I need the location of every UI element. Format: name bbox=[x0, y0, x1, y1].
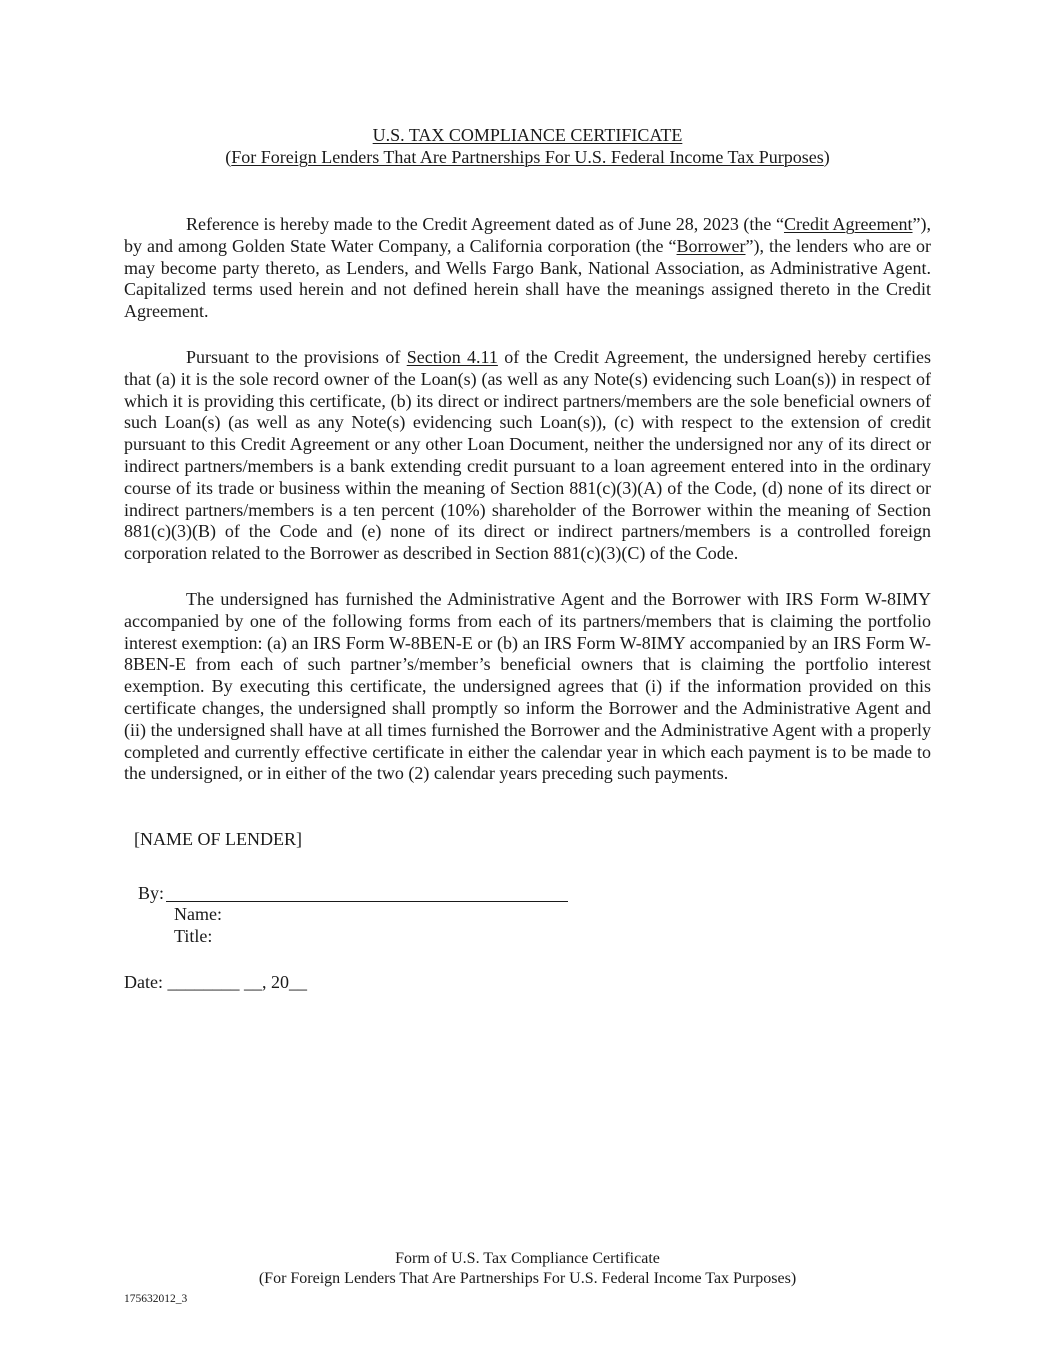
by-label: By: bbox=[138, 883, 165, 903]
section-reference: Section 4.11 bbox=[406, 347, 498, 367]
certification-paragraph: Pursuant to the provisions of Section 4.11 of the Credit Agreement, the undersigned hereby certifies that (a) it is the sole record owner of the Loan(s) (as well as any Note(s) evidencing such Loan(s)) in respect of which it is providing this certificate, (b) its direct or indirect partners/members are the sole beneficial owners of such Loan(s) (as well as any Note(s) evidencing such Loan(s)), (c) with respect to the extension of credit pursuant to this Credit Agreement or any other Loan Document, neither the undersigned nor any of its direct or indirect partners/members is a bank extending credit pursuant to a loan agreement entered into in the ordinary course of its trade or business within the meaning of Section 881(c)(3)(A) of the Code, (d) none of its direct or indirect partners/members is a ten percent (10%) shareholder of the Borrower within the meaning of Section 881(c)(3)(B) of the Code and (e) none of its direct or indirect partners/members is a controlled foreign corporation related to the Borrower as described in Section 881(c)(3)(C) of the Code. bbox=[124, 347, 931, 564]
document-subtitle: (For Foreign Lenders That Are Partnerships For U.S. Federal Income Tax Purposes) bbox=[225, 147, 830, 167]
footer-line-2: (For Foreign Lenders That Are Partnerships For U.S. Federal Income Tax Purposes) bbox=[258, 1270, 797, 1287]
forms-paragraph: The undersigned has furnished the Administrative Agent and the Borrower with IRS Form W-8IMY accompanied by one of the following forms from each of its partners/members that is claiming the portfolio interest exemption: (a) an IRS Form W-8BEN-E or (b) an IRS Form W-8IMY accompanied by an IRS Form W-8BEN-E from each of such partner’s/member’s beneficial owners that is claiming the portfolio interest exemption. By executing this certificate, the undersigned agrees that (i) if the information provided on this certificate changes, the undersigned shall promptly so inform the Borrower and the Administrative Agent and (ii) the undersigned shall have at all times furnished the Borrower and the Administrative Agent with a properly completed and currently effective certificate in either the calendar year in which each payment is to be made to the undersigned, or in either of the two (2) calendar years preceding such payments. bbox=[124, 589, 931, 784]
reference-paragraph: Reference is hereby made to the Credit Agreement dated as of June 28, 2023 (the “Credit Agreement”), by and among Golden State Water Company, a California corporation (the “Borrower”), the lenders who are or may become party thereto, as Lenders, and Wells Fargo Bank, National Association, as Administrative Agent. Capitalized terms used herein and not defined herein shall have the meanings assigned thereto in the Credit Agreement. bbox=[124, 214, 931, 322]
borrower-term: Borrower bbox=[676, 235, 746, 256]
date-line: Date: ________ __, 20__ bbox=[124, 972, 307, 992]
document-header bbox=[124, 124, 931, 168]
page-footer bbox=[124, 1249, 931, 1289]
name-label: Name: bbox=[174, 904, 222, 924]
title-label: Title: bbox=[174, 926, 213, 946]
credit-agreement-term: Credit Agreement bbox=[783, 214, 913, 234]
document-title: U.S. TAX COMPLIANCE CERTIFICATE bbox=[372, 125, 683, 145]
document-number: 175632012_3 bbox=[124, 1293, 188, 1305]
signature-line[interactable] bbox=[166, 901, 568, 902]
footer-line-1: Form of U.S. Tax Compliance Certificate bbox=[395, 1250, 660, 1267]
lender-name-placeholder: [NAME OF LENDER] bbox=[134, 829, 302, 849]
